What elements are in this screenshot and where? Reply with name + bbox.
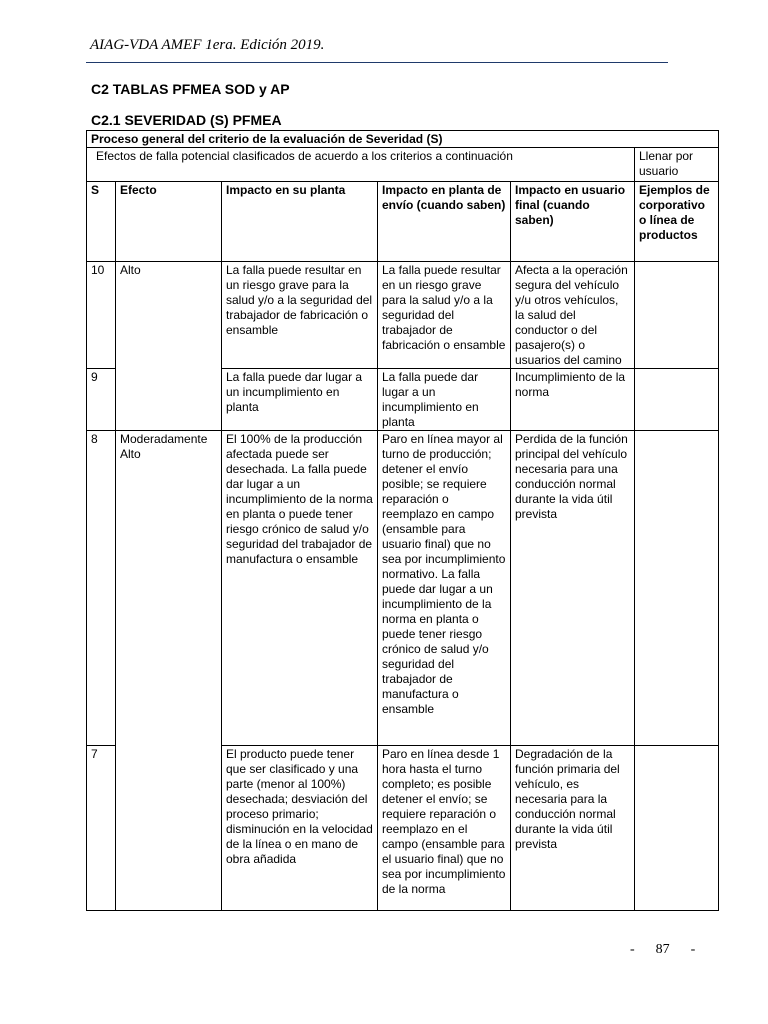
table-header-row	[87, 182, 719, 262]
page-dash-right: -	[690, 942, 696, 957]
column-header-plant: Impacto en su planta	[222, 182, 378, 262]
table-row	[87, 262, 719, 369]
table-title: Proceso general del criterio de la evaluación de Severidad (S)	[87, 131, 719, 148]
ship-impact-cell: Paro en línea mayor al turno de producción; detener el envío posible; se requiere reparación o reemplazo en campo (ensamble para usuario final) que no sea por incumplimiento normativo. La falla puede dar lugar a un incumplimiento de la norma en planta o puede tener riesgo crónico de salud y/o seguridad del trabajador de manufactura o ensamble	[378, 431, 511, 746]
header-divider	[86, 62, 668, 63]
table-row	[87, 369, 719, 431]
section-heading: C2 TABLAS PFMEA SOD y AP	[91, 81, 290, 97]
table-row	[87, 431, 719, 746]
table-intro: Efectos de falla potencial clasificados de acuerdo a los criterios a continuación	[87, 148, 635, 182]
severity-value: 9	[87, 369, 116, 431]
column-header-end-user: Impacto en usuario final (cuando saben)	[511, 182, 635, 262]
user-impact-cell: Degradación de la función primaria del vehículo, es necesaria para la conducción normal durante la vida útil prevista	[511, 746, 635, 911]
page-footer	[630, 942, 695, 958]
ship-impact-cell: La falla puede dar lugar a un incumplimiento en planta	[378, 369, 511, 431]
plant-impact-cell: La falla puede dar lugar a un incumplimiento en planta	[222, 369, 378, 431]
column-header-effect: Efecto	[116, 182, 222, 262]
effect-cell: Moderadamente Alto	[116, 431, 222, 746]
severity-value: 10	[87, 262, 116, 369]
severity-value: 7	[87, 746, 116, 911]
examples-cell	[635, 746, 719, 911]
column-header-ship-plant: Impacto en planta de envío (cuando saben)	[378, 182, 511, 262]
page-number: 87	[655, 942, 670, 957]
user-impact-cell: Afecta a la operación segura del vehículo y/u otros vehículos, la salud del conductor o del pasajero(s) o usuarios del camino	[511, 262, 635, 369]
severity-table	[86, 130, 719, 911]
user-impact-cell: Perdida de la función principal del vehículo necesaria para una conducción normal durante la vida útil prevista	[511, 431, 635, 746]
column-header-s: S	[87, 182, 116, 262]
ship-impact-cell: Paro en línea desde 1 hora hasta el turno completo; es posible detener el envío; se requiere reparación o reemplazo en el campo (ensamble para el usuario final) que no sea por incumplimiento de la norma	[378, 746, 511, 911]
effect-cell: Alto	[116, 262, 222, 369]
running-header: AIAG-VDA AMEF 1era. Edición 2019.	[90, 37, 325, 53]
examples-cell	[635, 369, 719, 431]
examples-cell	[635, 431, 719, 746]
severity-value: 8	[87, 431, 116, 746]
column-header-examples: Ejemplos de corporativo o línea de productos	[635, 182, 719, 262]
plant-impact-cell: La falla puede resultar en un riesgo grave para la salud y/o a la seguridad del trabajador de fabricación o ensamble	[222, 262, 378, 369]
effect-cell	[116, 746, 222, 911]
plant-impact-cell: El 100% de la producción afectada puede ser desechada. La falla puede dar lugar a un incumplimiento de la norma en planta o puede tener riesgo crónico de salud y/o seguridad del trabajador de manufactura o ensamble	[222, 431, 378, 746]
effect-cell	[116, 369, 222, 431]
page-dash-left: -	[630, 942, 635, 957]
examples-cell	[635, 262, 719, 369]
table-title-row	[87, 131, 719, 148]
user-impact-cell: Incumplimiento de la norma	[511, 369, 635, 431]
table-row	[87, 746, 719, 911]
subsection-heading: C2.1 SEVERIDAD (S) PFMEA	[91, 112, 282, 128]
fill-note: Llenar por usuario	[635, 148, 719, 182]
table-intro-row	[87, 148, 719, 182]
plant-impact-cell: El producto puede tener que ser clasificado y una parte (menor al 100%) desechada; desviación del proceso primario; disminución en la velocidad de la línea o en mano de obra añadida	[222, 746, 378, 911]
ship-impact-cell: La falla puede resultar en un riesgo grave para la salud y/o a la seguridad del trabajador de fabricación o ensamble	[378, 262, 511, 369]
